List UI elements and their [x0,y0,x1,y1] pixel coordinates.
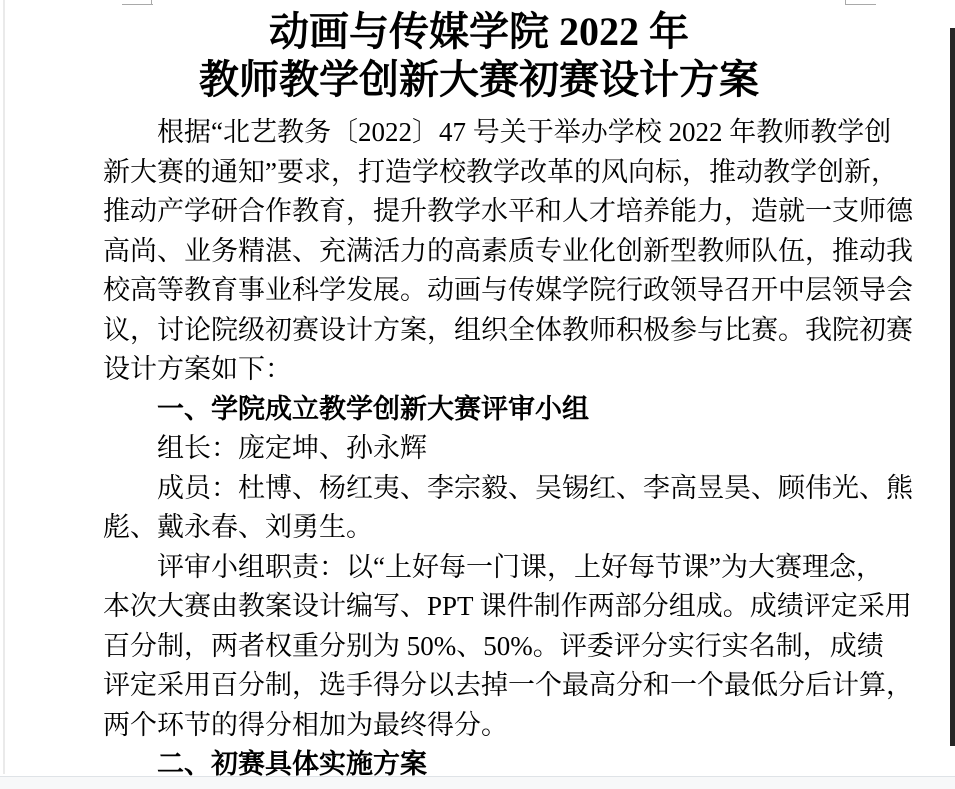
body-line: 新大赛的通知”要求，打造学校教学改革的风向标，推动教学创新， [103,156,898,187]
text-boundary-mark-right-tick [845,0,846,5]
body-line: 评审小组职责：以“上好每一门课，上好每节课”为大赛理念， [157,551,883,582]
text-boundary-mark-right [845,4,876,5]
body-line: 高尚、业务精湛、充满活力的高素质专业化创新型教师队伍，推动我 [103,235,913,266]
body-line: 评定采用百分制，选手得分以去掉一个最高分和一个最低分后计算， [103,670,913,700]
body-line: 设计方案如下： [103,354,292,384]
body-line: 本次大赛由教案设计编写、PPT 课件制作两部分组成。成绩评定采用 [103,591,912,621]
section-heading-1: 一、学院成立教学创新大赛评审小组 [157,393,589,424]
body-line: 校高等教育事业科学发展。动画与传媒学院行政领导召开中层领导会 [103,275,913,305]
body-line: 组长：庞定坤、孙永辉 [157,433,427,463]
document-body [103,113,913,785]
body-line: 成员：杜博、杨红夷、李宗毅、吴锡红、李高昱昊、顾伟光、熊 [157,472,913,503]
body-line: 推动产学研合作教育，提升教学水平和人才培养能力，造就一支师德 [103,196,913,226]
section-heading-2: 二、初赛具体实施方案 [157,749,427,779]
body-line: 百分制，两者权重分别为 50%、50%。评委评分实行实名制，成绩 [103,630,884,661]
document-canvas[interactable] [103,8,913,785]
left-window-edge-line [3,0,5,774]
body-line: 根据“北艺教务〔2022〕47 号关于举办学校 2022 年教师教学创 [157,117,892,147]
document-title-line-2: 教师教学创新大赛初赛设计方案 [199,57,759,102]
right-page-edge-line [950,28,955,746]
document-title-line-1: 动画与传媒学院 2022 年 [269,9,689,54]
text-boundary-mark-left-tick [151,0,152,5]
body-line: 两个环节的得分相加为最终得分。 [103,709,508,740]
body-line: 议，讨论院级初赛设计方案，组织全体教师积极参与比赛。我院初赛 [103,314,913,345]
body-line: 彪、戴永春、刘勇生。 [103,512,373,542]
text-boundary-mark-left [122,4,153,5]
